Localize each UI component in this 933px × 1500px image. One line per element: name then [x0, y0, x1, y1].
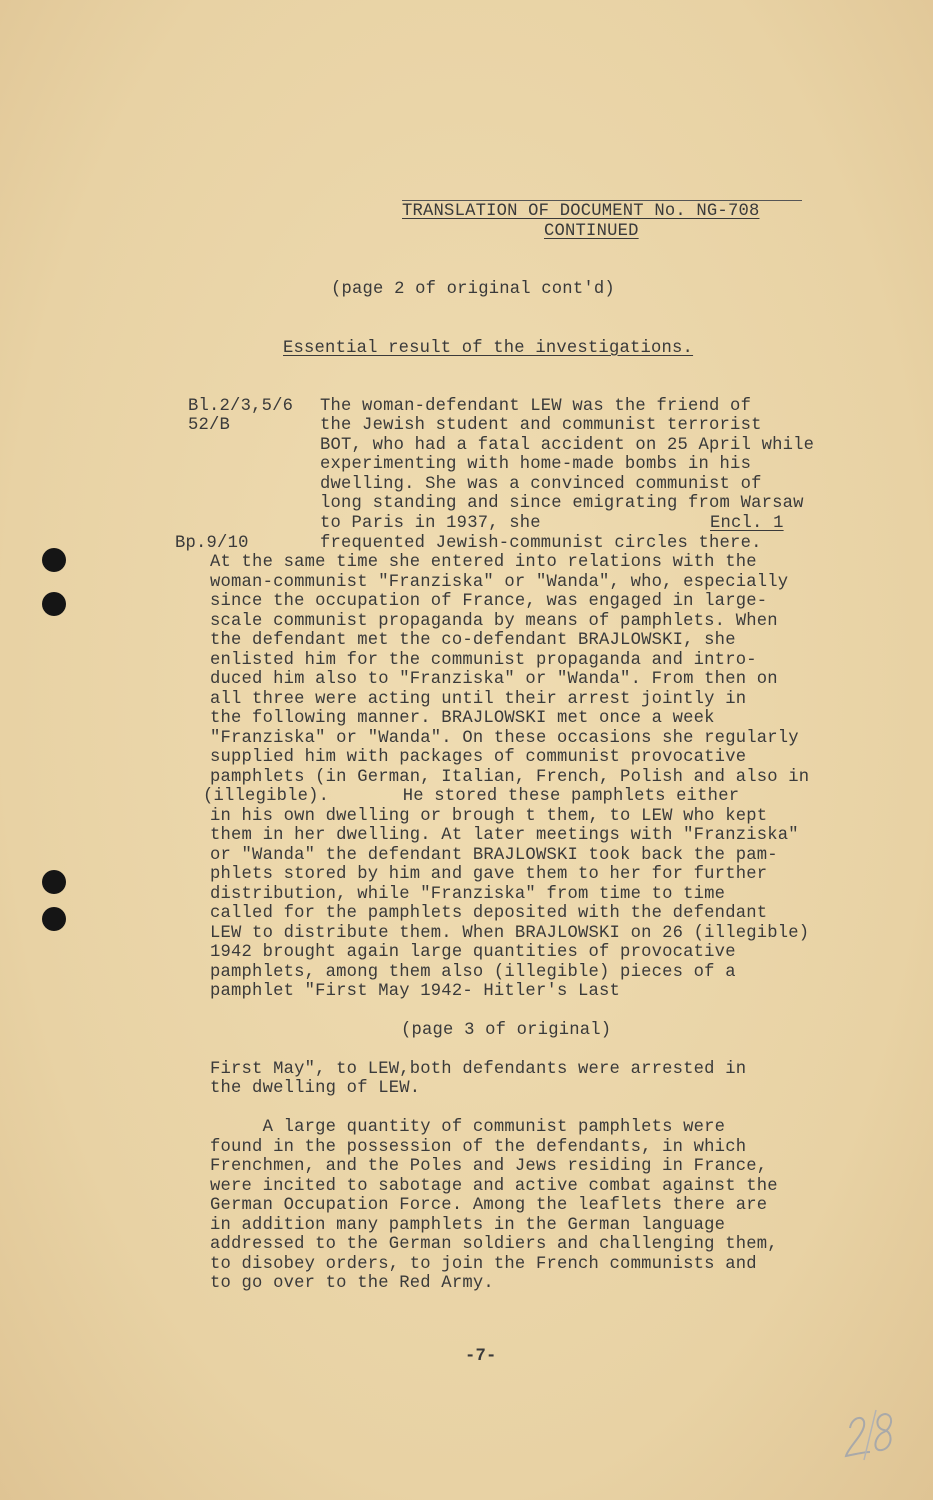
paragraph-line: to Paris in 1937, she — [320, 514, 541, 533]
page-break-note: (page 3 of original) — [401, 1021, 612, 1040]
paragraph-line: duced him also to "Franziska" or "Wanda". From then on — [210, 670, 778, 689]
paragraph-line: the following manner. BRAJLOWSKI met once a week — [210, 709, 715, 728]
paragraph-line: were incited to sabotage and active combat against the — [210, 1177, 778, 1196]
paragraph-line: BOT, who had a fatal accident on 25 April while — [320, 436, 815, 455]
paragraph-line: called for the pamphlets deposited with the defendant — [210, 904, 768, 923]
paragraph-line: the defendant met the co-defendant BRAJLOWSKI, she — [210, 631, 736, 650]
paragraph-line: pamphlet "First May 1942- Hitler's Last — [210, 982, 621, 1001]
paragraph-line: the Jewish student and communist terrorist — [320, 416, 762, 435]
paragraph-line: in addition many pamphlets in the German language — [210, 1216, 726, 1235]
margin-note: Bl.2/3,5/6 — [188, 397, 294, 416]
paragraph-line: enlisted him for the communist propaganda and intro- — [210, 651, 757, 670]
margin-note: 52/B — [188, 416, 231, 435]
paragraph-line: since the occupation of France, was engaged in large- — [210, 592, 768, 611]
paragraph-line: found in the possession of the defendants, in which — [210, 1138, 747, 1157]
paragraph-line: dwelling. She was a convinced communist of — [320, 475, 762, 494]
paragraph-line: LEW to distribute them. When BRAJLOWSKI on 26 (illegible) — [210, 924, 810, 943]
paragraph-line: or "Wanda" the defendant BRAJLOWSKI took back the pam- — [210, 846, 778, 865]
paragraph-line: German Occupation Force. Among the leaflets there are — [210, 1196, 768, 1215]
paragraph-line: "Franziska" or "Wanda". On these occasions she regularly — [210, 729, 799, 748]
paragraph-line: pamphlets (in German, Italian, French, Polish and also in — [210, 768, 810, 787]
paragraph-line: At the same time she entered into relations with the — [210, 553, 757, 572]
enclosure-reference: Encl. 1 — [710, 514, 784, 533]
paragraph-line: The woman-defendant LEW was the friend of — [320, 397, 752, 416]
paragraph-line: phlets stored by him and gave them to her for further — [210, 865, 768, 884]
paragraph-line: supplied him with packages of communist provocative — [210, 748, 747, 767]
punch-hole — [42, 907, 66, 931]
section-heading: Essential result of the investigations. — [283, 339, 694, 358]
paragraph-line: 1942 brought again large quantities of provocative — [210, 943, 736, 962]
document-title: TRANSLATION OF DOCUMENT No. NG-708 — [402, 202, 760, 221]
paragraph-line: to disobey orders, to join the French communists and — [210, 1255, 757, 1274]
paragraph-line: long standing and since emigrating from Warsaw — [320, 494, 804, 513]
margin-note: Bp.9/10 — [175, 534, 249, 553]
paragraph-line: Frenchmen, and the Poles and Jews residing in France, — [210, 1157, 768, 1176]
paragraph-line: addressed to the German soldiers and challenging them, — [210, 1235, 778, 1254]
paragraph-line: scale communist propaganda by means of pamphlets. When — [210, 612, 778, 631]
paragraph-line: in his own dwelling or brough t them, to LEW who kept — [210, 807, 768, 826]
punch-hole — [42, 870, 66, 894]
paragraph-line: distribution, while "Franziska" from time to time — [210, 885, 726, 904]
paragraph-line: experimenting with home-made bombs in his — [320, 455, 752, 474]
paragraph-line: to go over to the Red Army. — [210, 1274, 494, 1293]
paragraph-line: woman-communist "Franziska" or "Wanda", who, especially — [210, 573, 789, 592]
document-subtitle: CONTINUED — [544, 222, 639, 241]
paragraph-line: frequented Jewish-communist circles there. — [320, 534, 762, 553]
punch-hole — [42, 548, 66, 572]
paragraph-line: all three were acting until their arrest jointly in — [210, 690, 747, 709]
handwritten-page-mark — [842, 1400, 902, 1470]
paragraph-line: pamphlets, among them also (illegible) pieces of a — [210, 963, 736, 982]
page-number: -7- — [465, 1347, 497, 1366]
paragraph-line: A large quantity of communist pamphlets were — [210, 1118, 726, 1137]
continuation-note: (page 2 of original cont'd) — [331, 280, 615, 299]
header-overline — [402, 200, 802, 201]
paragraph-line: them in her dwelling. At later meetings with "Franziska" — [210, 826, 799, 845]
paragraph-line: (illegible). He stored these pamphlets either — [203, 787, 740, 806]
paragraph-line: the dwelling of LEW. — [210, 1079, 421, 1098]
punch-hole — [42, 592, 66, 616]
paragraph-line: First May", to LEW,both defendants were arrested in — [210, 1060, 747, 1079]
